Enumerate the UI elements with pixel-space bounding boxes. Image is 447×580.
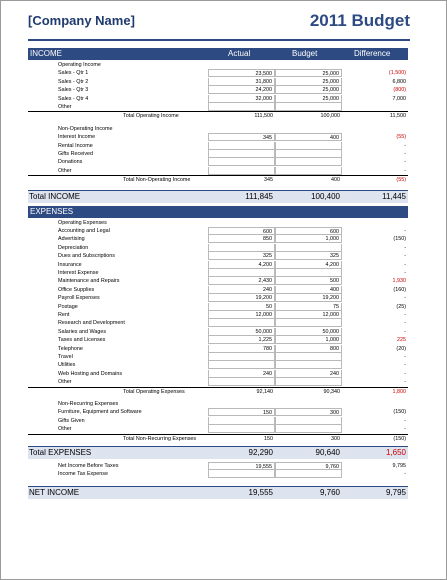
col-actual: Actual [228, 49, 251, 58]
col-budget: Budget [292, 49, 318, 58]
difference-value: - [404, 159, 406, 166]
actual-input[interactable]: 12,000 [208, 311, 275, 319]
col-difference: Difference [354, 49, 391, 58]
budget-input[interactable] [275, 158, 342, 166]
company-name: [Company Name] [28, 13, 135, 28]
subtotal-difference: 11,500 [389, 113, 406, 120]
budget-input[interactable]: 400 [275, 286, 342, 294]
line-item-label: Donations [58, 159, 83, 166]
subtotal-actual: 345 [264, 177, 273, 184]
subtotal-difference: (150) [393, 435, 406, 442]
budget-input[interactable]: 500 [275, 277, 342, 285]
budget-input[interactable] [275, 244, 342, 252]
group-header-label: Non-Operating Income [58, 125, 113, 132]
line-item-label: Web Hosting and Domains [58, 370, 123, 377]
difference-value: - [404, 142, 406, 149]
difference-value: 7,000 [392, 95, 406, 102]
subtotal-budget: 100,000 [320, 113, 340, 120]
actual-input[interactable] [208, 417, 275, 425]
expenses-band [28, 206, 408, 218]
actual-input[interactable]: 345 [208, 133, 275, 141]
subtotal-actual: 92,140 [256, 388, 273, 395]
line-item-label: Payroll Expenses [58, 295, 100, 302]
title-row [28, 13, 410, 41]
budget-input[interactable]: 4,200 [275, 261, 342, 269]
actual-input[interactable] [208, 150, 275, 158]
actual-input[interactable]: 50 [208, 303, 275, 311]
group-header-label: Operating Expenses [58, 219, 107, 226]
total-difference: 9,795 [385, 487, 406, 497]
group-header-label: Operating Income [58, 62, 101, 68]
difference-value: (55) [396, 134, 406, 141]
difference-value: - [404, 253, 406, 260]
actual-input[interactable]: 32,000 [208, 95, 275, 103]
difference-value: - [404, 244, 406, 251]
difference-value: - [404, 471, 406, 478]
line-item-label: Depreciation [58, 244, 89, 251]
total-difference: 1,650 [385, 448, 406, 457]
line-item-label: Sales - Qtr 4 [58, 95, 89, 102]
subtotal-row [28, 434, 408, 444]
subtotal-label: Total Non-Recurring Expenses [123, 435, 197, 442]
total-label: Total INCOME [29, 191, 81, 201]
line-item-label: Maintenance and Repairs [58, 278, 120, 285]
actual-input[interactable] [208, 470, 275, 478]
line-item-label: Interest Expense [58, 270, 99, 276]
difference-value: - [404, 417, 406, 424]
line-item-label: Furniture, Equipment and Software [58, 409, 142, 416]
difference-value: 9,795 [392, 463, 406, 469]
budget-input[interactable] [275, 167, 342, 175]
subtotal-label: Total Operating Expenses [123, 388, 185, 395]
line-item-label: Other [58, 426, 72, 433]
line-item-label: Utilities [58, 362, 76, 369]
difference-value: - [404, 362, 406, 369]
budget-title: 2011 Budget [309, 11, 410, 30]
difference-value: - [404, 228, 406, 234]
budget-input[interactable] [275, 353, 342, 361]
income-band [28, 48, 408, 60]
budget-input[interactable]: 9,760 [275, 462, 342, 470]
difference-value: 225 [397, 337, 406, 344]
total-label: Total EXPENSES [29, 448, 92, 457]
line-item [28, 470, 408, 479]
subtotal-actual: 111,500 [254, 113, 273, 120]
difference-value: - [404, 426, 406, 433]
actual-input[interactable] [208, 103, 275, 111]
budget-input[interactable] [275, 269, 342, 277]
budget-input[interactable] [275, 103, 342, 111]
actual-input[interactable]: 325 [208, 252, 275, 260]
subtotal-difference: 1,800 [392, 388, 406, 395]
line-item-label: Office Supplies [58, 286, 95, 293]
line-item-label: Net Income Before Taxes [58, 463, 119, 469]
actual-input[interactable]: 24,200 [208, 86, 275, 94]
total-actual: 111,845 [245, 191, 273, 201]
budget-input[interactable]: 400 [275, 133, 342, 141]
line-item-label: Gifts Given [58, 417, 85, 424]
budget-input[interactable]: 325 [275, 252, 342, 260]
line-item-label: Other [58, 167, 72, 174]
line-item-label: Rent [58, 312, 70, 318]
actual-input[interactable]: 50,000 [208, 328, 275, 336]
line-item-label: Advertising [58, 236, 85, 243]
actual-input[interactable] [208, 361, 275, 369]
actual-input[interactable]: 19,555 [208, 462, 275, 470]
line-item-label: Interest Income [58, 134, 96, 141]
budget-input[interactable]: 19,200 [275, 294, 342, 302]
actual-input[interactable]: 600 [208, 227, 275, 235]
line-item-label: Taxes and Licenses [58, 337, 106, 344]
actual-input[interactable]: 240 [208, 370, 275, 378]
actual-input[interactable]: 23,500 [208, 69, 275, 77]
group-header-label: Non-Recurring Expenses [58, 401, 119, 407]
subtotal-label: Total Non-Operating Income [123, 177, 191, 184]
budget-input[interactable]: 800 [275, 345, 342, 353]
total-budget: 90,640 [315, 448, 340, 457]
actual-input[interactable]: 2,430 [208, 277, 275, 285]
line-item-label: Income Tax Expense [58, 471, 108, 478]
actual-input[interactable] [208, 319, 275, 327]
line-item-label: Sales - Qtr 3 [58, 87, 89, 94]
difference-value: - [404, 167, 406, 174]
difference-value: - [404, 370, 406, 377]
subtotal-budget: 90,340 [323, 388, 340, 395]
difference-value: - [404, 328, 406, 335]
difference-value: - [404, 354, 406, 360]
difference-value: - [404, 379, 406, 386]
difference-value: - [404, 151, 406, 157]
budget-input[interactable] [275, 319, 342, 327]
budget-input[interactable]: 240 [275, 370, 342, 378]
difference-value: 1,930 [392, 278, 406, 285]
subtotal-difference: (55) [396, 177, 406, 184]
subtotal-budget: 300 [331, 435, 340, 442]
subtotal-actual: 150 [264, 435, 273, 442]
line-item-label: Accounting and Legal [58, 228, 110, 234]
actual-input[interactable]: 1,225 [208, 336, 275, 344]
line-item-label: Travel [58, 354, 73, 360]
budget-input[interactable]: 12,000 [275, 311, 342, 319]
line-item-label: Rental Income [58, 142, 93, 149]
subtotal-row [28, 175, 408, 185]
budget-input[interactable]: 600 [275, 227, 342, 235]
actual-input[interactable] [208, 425, 275, 433]
budget-input[interactable]: 300 [275, 408, 342, 416]
difference-value: (800) [393, 87, 406, 94]
line-item-label: Other [58, 379, 72, 386]
section-label: INCOME [30, 49, 62, 58]
difference-value: - [404, 270, 406, 276]
subtotal-budget: 400 [331, 177, 340, 184]
budget-input[interactable] [275, 417, 342, 425]
line-item-label: Salaries and Wages [58, 328, 107, 335]
budget-input[interactable]: 25,000 [275, 78, 342, 86]
actual-input[interactable]: 780 [208, 345, 275, 353]
actual-input[interactable] [208, 158, 275, 166]
actual-input[interactable] [208, 378, 275, 386]
budget-input[interactable]: 25,000 [275, 69, 342, 77]
total-expenses-row [28, 446, 408, 459]
actual-input[interactable] [208, 269, 275, 277]
line-item-label: Postage [58, 303, 78, 310]
line-item-label: Telephone [58, 345, 83, 352]
difference-value: (150) [393, 409, 406, 416]
net-income-row [28, 486, 408, 499]
line-item-label: Other [58, 104, 72, 110]
difference-value: - [404, 261, 406, 268]
difference-value: (160) [393, 286, 406, 293]
budget-input[interactable] [275, 142, 342, 150]
budget-input[interactable] [275, 425, 342, 433]
difference-value: 6,800 [392, 78, 406, 85]
line-item-label: Gifts Received [58, 151, 94, 157]
section-label: EXPENSES [30, 206, 74, 216]
total-actual: 92,290 [248, 448, 273, 457]
total-budget: 100,400 [311, 191, 340, 201]
subtotal-label: Total Operating Income [123, 113, 179, 120]
subtotal-row [28, 387, 408, 397]
total-budget: 9,760 [319, 487, 340, 497]
budget-input[interactable] [275, 378, 342, 386]
difference-value: (150) [393, 236, 406, 243]
actual-input[interactable]: 240 [208, 286, 275, 294]
difference-value: (1,500) [388, 70, 406, 77]
line-item-label: Insurance [58, 261, 82, 268]
budget-input[interactable]: 1,000 [275, 336, 342, 344]
budget-input[interactable]: 50,000 [275, 328, 342, 336]
budget-input[interactable]: 25,000 [275, 95, 342, 103]
actual-input[interactable] [208, 244, 275, 252]
difference-value: - [404, 295, 406, 302]
actual-input[interactable]: 150 [208, 408, 275, 416]
line-item-label: Research and Development [58, 320, 125, 327]
difference-value: - [404, 312, 406, 318]
actual-input[interactable]: 4,200 [208, 261, 275, 269]
total-income-row [28, 190, 408, 203]
line-item-label: Dues and Subscriptions [58, 253, 115, 260]
total-actual: 19,555 [248, 487, 273, 497]
actual-input[interactable]: 31,800 [208, 78, 275, 86]
actual-input[interactable] [208, 167, 275, 175]
budget-input[interactable]: 1,000 [275, 235, 342, 243]
line-item-label: Sales - Qtr 2 [58, 78, 89, 85]
actual-input[interactable] [208, 142, 275, 150]
difference-value: - [404, 320, 406, 327]
difference-value: (20) [396, 345, 406, 352]
actual-input[interactable]: 19,200 [208, 294, 275, 302]
line-item-label: Sales - Qtr 1 [58, 70, 89, 77]
actual-input[interactable] [208, 353, 275, 361]
budget-input[interactable] [275, 361, 342, 369]
total-label: NET INCOME [29, 487, 80, 497]
budget-input[interactable]: 75 [275, 303, 342, 311]
total-difference: 11,445 [382, 191, 406, 201]
subtotal-row [28, 111, 408, 121]
budget-input[interactable]: 25,000 [275, 86, 342, 94]
budget-input[interactable] [275, 470, 342, 478]
actual-input[interactable]: 850 [208, 235, 275, 243]
difference-value: (25) [396, 303, 406, 310]
budget-input[interactable] [275, 150, 342, 158]
